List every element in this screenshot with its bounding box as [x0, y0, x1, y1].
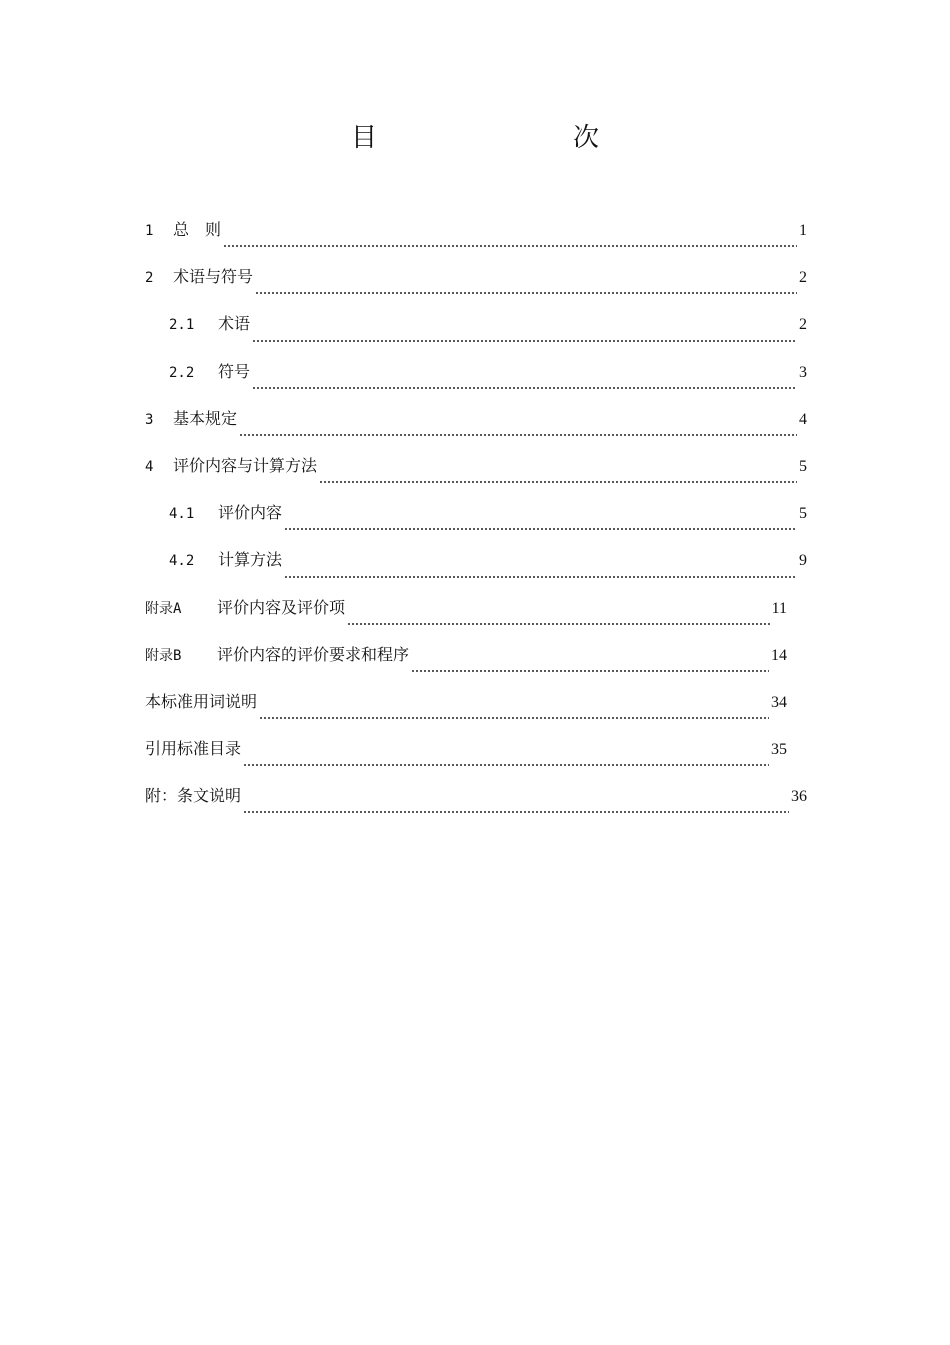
toc-entry-page: 2: [799, 269, 807, 287]
toc-entry-number: 1: [145, 223, 154, 239]
dot-leader: [411, 670, 769, 672]
toc-entry-label: 评价内容与计算方法: [173, 455, 318, 475]
toc-entry-label: 符号: [218, 361, 251, 381]
toc-entry-page: 4: [799, 410, 807, 428]
toc-entry-page: 5: [799, 505, 807, 523]
dot-leader: [223, 245, 797, 247]
toc-entry-number: 2.2: [169, 364, 195, 381]
dot-leader: [252, 340, 797, 342]
toc-entry-label: 基本规定: [173, 408, 238, 428]
toc-entry-4-2[interactable]: [145, 543, 807, 590]
toc-entry-number: 附录B: [145, 647, 182, 664]
toc-entry-appendix-a[interactable]: [145, 591, 807, 638]
toc-entry-label: 附：条文说明: [145, 786, 242, 806]
toc-entry-label: 评价内容: [218, 503, 283, 523]
toc-entry-3[interactable]: [145, 402, 807, 449]
dot-leader: [259, 717, 769, 719]
toc-entry-page: 34: [771, 693, 787, 711]
dot-leader: [243, 764, 769, 766]
toc-entry-label: 计算方法: [218, 550, 283, 570]
toc-entry-appendix-b[interactable]: [145, 638, 807, 685]
toc-entry-page: 5: [799, 457, 807, 475]
dot-leader: [284, 528, 797, 530]
toc-entry-page: 35: [771, 741, 787, 759]
toc-entry-clause-explanation[interactable]: [145, 779, 807, 826]
toc-entry-1[interactable]: [145, 213, 807, 260]
toc-entry-number: 4: [145, 458, 154, 475]
toc-entry-2-2[interactable]: [145, 355, 807, 402]
dot-leader: [319, 481, 797, 483]
table-of-contents: [145, 213, 807, 826]
toc-entry-number: 2: [145, 270, 154, 287]
dot-leader: [239, 434, 797, 436]
toc-entry-number: 4.2: [169, 553, 195, 570]
toc-entry-number: 3: [145, 411, 154, 428]
toc-entry-page: 11: [771, 599, 787, 617]
toc-entry-referenced-standards[interactable]: [145, 732, 807, 779]
toc-entry-label: 评价内容及评价项: [217, 597, 346, 617]
toc-entry-page: 1: [799, 222, 807, 239]
dot-leader: [243, 811, 789, 813]
toc-entry-wording-explanation[interactable]: [145, 685, 807, 732]
toc-entry-label: 本标准用词说明: [145, 691, 258, 711]
toc-entry-page: 36: [791, 788, 807, 806]
toc-entry-number: 2.1: [169, 317, 195, 334]
dot-leader: [255, 292, 797, 294]
toc-entry-2[interactable]: [145, 260, 807, 307]
toc-entry-page: 3: [799, 363, 807, 381]
page-title: 目 次: [350, 123, 647, 153]
toc-entry-number: 附录A: [145, 600, 182, 617]
toc-entry-label: 引用标准目录: [145, 739, 242, 759]
toc-entry-label: 评价内容的评价要求和程序: [217, 644, 410, 664]
toc-entry-2-1[interactable]: [145, 307, 807, 354]
toc-entry-page: 14: [771, 646, 787, 664]
dot-leader: [284, 576, 797, 578]
toc-entry-4-1[interactable]: [145, 496, 807, 543]
toc-entry-page: 9: [799, 552, 807, 570]
toc-entry-label: 术语: [218, 314, 251, 334]
toc-entry-number: 4.1: [169, 506, 195, 523]
toc-entry-page: 2: [799, 316, 807, 334]
dot-leader: [347, 623, 770, 625]
toc-entry-label: 术语与符号: [173, 267, 254, 287]
toc-entry-4[interactable]: [145, 449, 807, 496]
dot-leader: [252, 387, 797, 389]
toc-entry-label: 总 则: [173, 220, 222, 239]
